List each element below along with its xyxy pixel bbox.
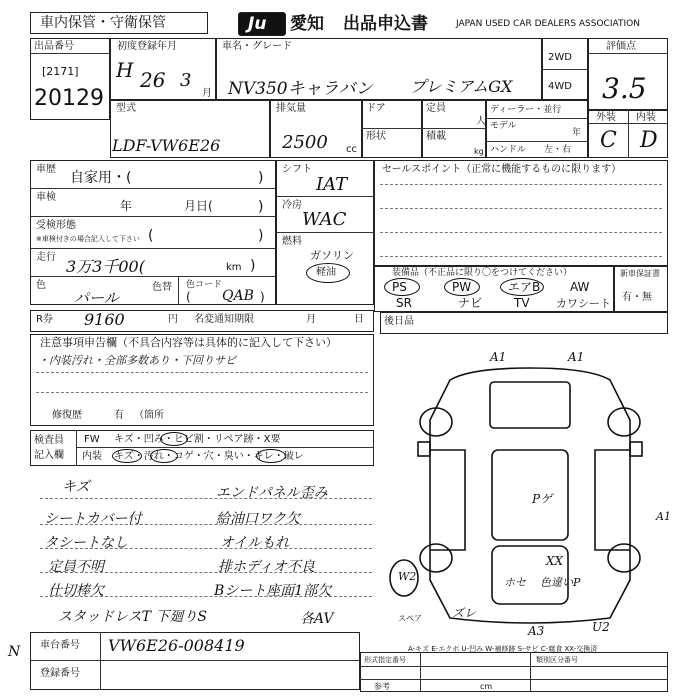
warranty-value[interactable]: 有・無 — [622, 292, 652, 303]
lot-small: [2171] — [42, 65, 79, 78]
mark-a1-front-right: A1 — [568, 350, 585, 364]
model-year-unit: 年 — [572, 128, 582, 138]
inspection-label: 車検 — [36, 192, 56, 203]
keishiki-label: 形式指定番号 — [364, 656, 406, 664]
car-outline — [430, 368, 630, 623]
wheel-rr — [608, 544, 640, 572]
english-title: JAPAN USED CAR DEALERS ASSOCIATION — [456, 19, 640, 29]
equipment-label: 装備品（不正品に限り〇をつけてください） — [392, 268, 573, 278]
equip-airbag[interactable]: エアB — [508, 280, 541, 294]
cooler-value: WAC — [302, 209, 347, 230]
reg-month-unit: 月 — [202, 88, 212, 99]
repair-bracket: （箇所 — [134, 410, 164, 421]
notes-line1: ・内装汚れ・全部多数あり・下回りサビ — [38, 354, 236, 367]
mark-a1-front-left: A1 — [490, 350, 507, 364]
repair-label: 修復歴 — [52, 410, 82, 421]
meigi-month: 月 — [306, 314, 316, 325]
fuel-value: ガソリン — [310, 249, 354, 262]
mileage-unit: km — [226, 262, 242, 273]
equip-pw[interactable]: PW — [452, 280, 472, 294]
car-hood — [490, 382, 570, 428]
color-code-close: ) — [260, 290, 265, 304]
insp-left-4: 仕切棒欠 — [48, 583, 104, 599]
logo: Ju — [248, 14, 267, 34]
equip-ps[interactable]: PS — [392, 280, 407, 294]
color-change-label: 色替 — [152, 282, 172, 293]
equip-aw[interactable]: AW — [570, 280, 590, 294]
meigi-label: 名変通知期限 — [194, 314, 254, 325]
color-code: QAB — [222, 288, 254, 304]
wheel-fl — [420, 408, 452, 436]
form-title: 出品申込書 — [343, 14, 428, 34]
notes-label: 注意事項申告欄（不具合内容等は具体的に記入して下さい） — [40, 336, 337, 349]
handle-value[interactable]: 左・右 — [544, 145, 572, 155]
insp-right-4: Bシート座面1部欠 — [214, 583, 332, 599]
cooler-label: 冷房 — [282, 200, 302, 211]
fuel-oil: 軽油 — [316, 267, 336, 278]
car-name: NV350キャラバン — [228, 79, 373, 99]
insp-left-5: スタッドレスT 下廻りS — [58, 609, 207, 625]
model-value: LDF-VW6E26 — [112, 136, 221, 155]
checker-label1: 検査員 — [34, 435, 64, 446]
insp-left-2: タシートなし — [44, 535, 128, 551]
sales-point-label: セールスポイント（正常に機能するものに限ります） — [382, 164, 622, 175]
shift-label: シフト — [282, 164, 312, 175]
car-diagram — [380, 340, 680, 640]
back-day-label: 後日品 — [384, 316, 414, 327]
insp-left-3: 定員不明 — [48, 559, 104, 575]
grade: プレミアムGX — [410, 77, 513, 96]
chassis-value: VW6E26-008419 — [108, 636, 245, 655]
repair-value: 有 — [114, 410, 124, 421]
mark-hose-rear: ホセ — [504, 576, 526, 589]
history-label: 車歴 — [36, 164, 56, 175]
equip-kawa[interactable]: カワシート — [556, 297, 611, 310]
wheel-fr — [608, 408, 640, 436]
lot-label: 出品番号 — [34, 41, 74, 52]
color-code-open: ( — [186, 290, 191, 304]
equip-sr[interactable]: SR — [396, 296, 412, 310]
receiver-label: 受検形態 — [36, 220, 76, 231]
checker-label2: 記入欄 — [34, 450, 64, 461]
disp-label: 排気量 — [276, 103, 306, 114]
capacity-unit: 人 — [476, 116, 486, 127]
fuel-label: 燃料 — [282, 236, 302, 247]
mark-w2-left: W2 — [398, 570, 417, 583]
reg-month: 3 — [180, 70, 192, 91]
ext-grade: C — [600, 128, 617, 153]
mark-u2: U2 — [592, 620, 610, 634]
handle-label: ハンドル — [490, 145, 527, 155]
insp-left-0: キズ — [62, 479, 90, 495]
reg-year: 26 — [140, 68, 166, 92]
equip-tv[interactable]: TV — [514, 296, 530, 310]
checker-naisou-items: キズ・汚れ・コゲ・穴・臭い・キレ・破レ — [114, 451, 304, 462]
history-value: 自家用・( — [70, 170, 132, 186]
color-code-label: 色コード — [186, 280, 223, 290]
color-value: パール — [74, 289, 119, 307]
disp-unit: cc — [346, 144, 357, 155]
spare-label: スペア — [398, 614, 422, 623]
equip-navi[interactable]: ナビ — [458, 296, 483, 310]
storage-note: 車内保管・守衛保管 — [40, 15, 166, 31]
inspection-close: ) — [258, 199, 264, 215]
cm-label: cm — [480, 682, 493, 691]
reg-era: H — [116, 58, 134, 82]
mileage-close: ) — [250, 258, 256, 274]
insp-right-0: エンドパネル歪み — [216, 485, 328, 501]
drive-2wd[interactable]: 2WD — [548, 52, 572, 63]
insp-right-3: 排ホディオ不良 — [218, 559, 315, 575]
mark-xx-rear: XX — [546, 554, 564, 568]
door-label: ドア — [366, 103, 386, 114]
wheel-rl — [420, 544, 452, 572]
name-label: 車名・グレード — [222, 41, 292, 52]
insp-right-2: オイルもれ — [220, 535, 290, 551]
insp-right-1: 給油口ワク欠 — [216, 511, 300, 527]
checker-naisou: 内装 — [82, 451, 102, 462]
recycle-label: R券 — [36, 314, 53, 325]
ext-label: 外装 — [596, 112, 616, 123]
checker-fw: FW — [84, 434, 100, 445]
history-close: ) — [258, 170, 264, 186]
model-label: 型式 — [116, 103, 136, 114]
receiver-small: ※車検付きの場合記入して下さい — [36, 235, 140, 243]
capacity-label: 定員 — [426, 103, 446, 114]
back-day-box — [380, 312, 668, 334]
mark-a3: A3 — [528, 624, 545, 638]
disp-value: 2500 — [282, 132, 328, 153]
warranty-label: 新車保証書 — [620, 269, 660, 278]
mark-pg-roof: Pゲ — [532, 492, 553, 506]
model-year-label: モデル — [490, 121, 517, 131]
load-label: 積載 — [426, 131, 446, 142]
receiver-open: ( — [148, 228, 154, 244]
recycle-value: 9160 — [84, 310, 125, 329]
drive-4wd[interactable]: 4WD — [548, 81, 572, 92]
car-roof — [492, 450, 568, 540]
ref-label: 参考 — [374, 682, 390, 691]
inspection-month-unit: 月日( — [184, 199, 213, 213]
org-name: 愛知 — [290, 14, 324, 34]
receiver-close: ) — [258, 228, 264, 244]
int-grade: D — [640, 128, 658, 153]
lot-number: 20129 — [34, 86, 104, 111]
checker-fw-items: キズ・凹み・ヒビ割・リペア跡・X要 — [114, 434, 281, 445]
load-unit: kg — [474, 147, 484, 156]
mark-a1-right: A1 — [656, 510, 671, 523]
side-mark: N — [8, 644, 21, 660]
score-label: 評価点 — [606, 41, 636, 52]
recycle-yen: 円 — [168, 314, 178, 325]
insp-right-5: 各AV — [300, 611, 334, 627]
mark-zure: ズレ — [452, 606, 477, 620]
shape-label: 形状 — [366, 131, 386, 142]
form-nav-box — [360, 652, 668, 692]
inspection-year-unit: 年 — [120, 199, 133, 213]
int-label: 内装 — [636, 112, 656, 123]
mileage-label: 走行 — [36, 252, 56, 263]
sales-point-box — [374, 160, 668, 266]
chassis-label: 車台番号 — [40, 640, 80, 651]
insp-left-1: シートカバー付 — [44, 511, 142, 527]
color-label: 色 — [36, 280, 46, 291]
shift-value: IAT — [316, 174, 348, 195]
dealer-label: ディーラー・並行 — [490, 105, 562, 115]
mileage-value: 3万3千00( — [66, 257, 145, 276]
meigi-day: 日 — [354, 314, 364, 325]
score-value: 3.5 — [602, 72, 647, 105]
damage-legend: A-キズ E-エクボ U-凹み W-補修跡 S-サビ C-腐食 XX-交換済 — [408, 645, 598, 653]
reg-number-label: 登録番号 — [40, 668, 80, 679]
reg-label: 初度登録年月 — [117, 41, 177, 52]
ruibetsu-label: 類別区分番号 — [536, 656, 578, 664]
mark-color-diff: 色違いP — [540, 576, 581, 589]
